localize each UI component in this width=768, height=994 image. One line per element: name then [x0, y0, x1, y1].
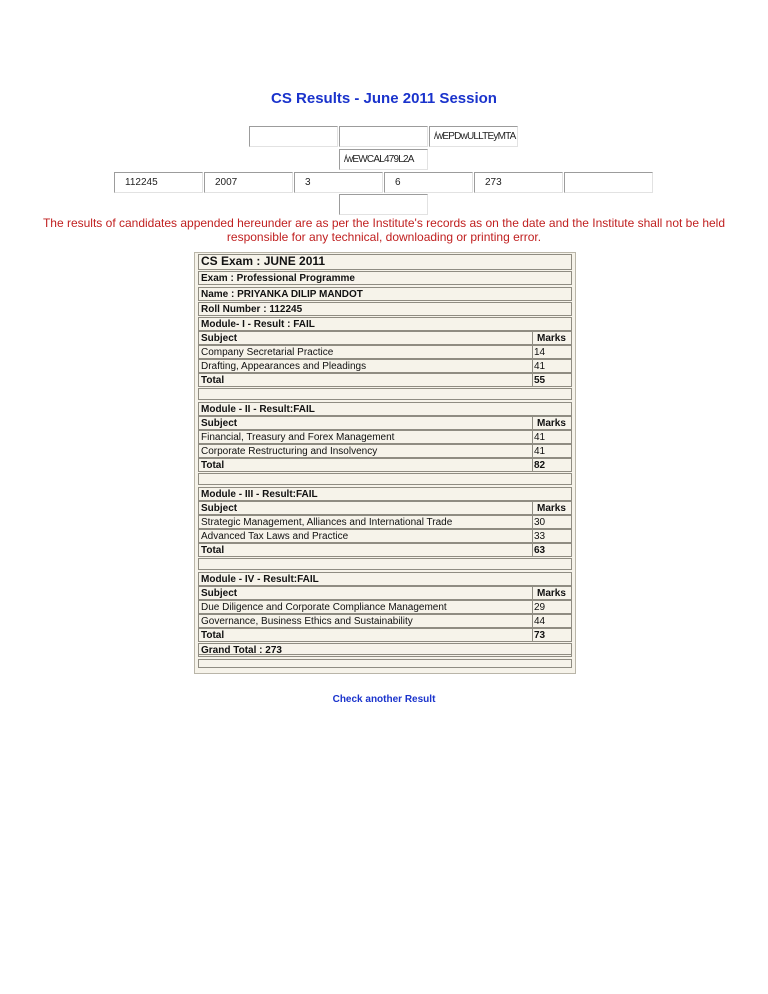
result-panel — [194, 252, 576, 674]
module-heading: Module- I - Result : FAIL — [201, 319, 315, 330]
exam-header-row — [198, 254, 572, 270]
subject-marks: 41 — [534, 361, 546, 372]
module-spacer-row — [198, 473, 572, 485]
subject-marks: 33 — [534, 531, 546, 542]
marks-divider — [532, 373, 533, 387]
subject-row — [198, 529, 572, 543]
module-heading: Module - III - Result:FAIL — [201, 489, 318, 500]
footer-spacer-row — [198, 659, 572, 668]
hidden-field-2[interactable] — [339, 126, 428, 147]
check-another-result-link[interactable]: Check another Result — [332, 694, 436, 705]
grand-total: Grand Total : 273 — [201, 645, 282, 656]
module-heading-row — [198, 402, 572, 416]
page-title: CS Results - June 2011 Session — [271, 90, 497, 107]
marks-divider — [532, 501, 533, 515]
subject-name: Corporate Restructuring and Insolvency — [201, 446, 378, 457]
module-heading-row — [198, 572, 572, 586]
total-row — [198, 628, 572, 642]
subject-header: Subject — [201, 503, 238, 514]
marks-divider — [532, 600, 533, 614]
subject-row — [198, 444, 572, 458]
module-spacer-row — [198, 558, 572, 570]
subject-marks: 41 — [534, 446, 546, 457]
total-label: Total — [201, 630, 225, 641]
eventvalidation-field[interactable]: /wEWCAL479L2A — [339, 149, 428, 170]
subject-marks: 29 — [534, 602, 546, 613]
subject-header-row — [198, 501, 572, 515]
total-label: Total — [201, 460, 225, 471]
name-row — [198, 287, 572, 301]
subject-name: Advanced Tax Laws and Practice — [201, 531, 349, 542]
roll-row — [198, 302, 572, 316]
marks-divider — [532, 444, 533, 458]
subject-marks: 44 — [534, 616, 546, 627]
roll-number: Roll Number : 112245 — [201, 304, 303, 315]
marks-header: Marks — [537, 418, 566, 429]
subject-header: Subject — [201, 333, 238, 344]
total-row — [198, 373, 572, 387]
summary-roll[interactable]: 112245 — [114, 172, 203, 193]
subject-marks: 30 — [534, 517, 546, 528]
marks-divider — [532, 430, 533, 444]
module-heading-row — [198, 487, 572, 501]
marks-divider — [532, 359, 533, 373]
subject-name: Drafting, Appearances and Pleadings — [201, 361, 367, 372]
module-total: 82 — [534, 460, 546, 471]
viewstate-field[interactable]: /wEPDwULLTEyMTA — [429, 126, 518, 147]
marks-divider — [532, 586, 533, 600]
hidden-field-1[interactable] — [249, 126, 338, 147]
marks-header: Marks — [537, 503, 566, 514]
subject-row — [198, 614, 572, 628]
subject-header-row — [198, 331, 572, 345]
module-heading: Module - II - Result:FAIL — [201, 404, 315, 415]
subject-row — [198, 345, 572, 359]
hidden-field-5[interactable] — [339, 194, 428, 215]
subject-name: Due Diligence and Corporate Compliance Management — [201, 602, 447, 613]
marks-divider — [532, 331, 533, 345]
module-heading: Module - IV - Result:FAIL — [201, 574, 319, 585]
marks-divider — [532, 543, 533, 557]
subject-marks: 14 — [534, 347, 546, 358]
module-spacer-row — [198, 388, 572, 400]
subject-header-row — [198, 416, 572, 430]
subject-row — [198, 359, 572, 373]
candidate-name: Name : PRIYANKA DILIP MANDOT — [201, 289, 363, 300]
summary-field-4[interactable]: 6 — [384, 172, 473, 193]
subject-row — [198, 515, 572, 529]
subject-row — [198, 430, 572, 444]
marks-divider — [532, 529, 533, 543]
disclaimer-notice: The results of candidates appended hereunder are as per the Institute's records as on the date and the Institute shall not be held responsible for any technical, downloading or printing error. — [42, 216, 726, 244]
marks-divider — [532, 515, 533, 529]
summary-field-3[interactable]: 3 — [294, 172, 383, 193]
module-heading-row — [198, 317, 572, 331]
subject-name: Governance, Business Ethics and Sustainability — [201, 616, 413, 627]
subject-name: Strategic Management, Alliances and International Trade — [201, 517, 453, 528]
summary-field-6[interactable] — [564, 172, 653, 193]
total-row — [198, 458, 572, 472]
grand-total-row — [198, 643, 572, 657]
subject-header-row — [198, 586, 572, 600]
subject-name: Financial, Treasury and Forex Management — [201, 432, 395, 443]
summary-grand-total[interactable]: 273 — [474, 172, 563, 193]
marks-divider — [532, 458, 533, 472]
marks-divider — [532, 614, 533, 628]
summary-year[interactable]: 2007 — [204, 172, 293, 193]
subject-marks: 41 — [534, 432, 546, 443]
total-label: Total — [201, 375, 225, 386]
marks-header: Marks — [537, 333, 566, 344]
total-row — [198, 543, 572, 557]
subject-header: Subject — [201, 418, 238, 429]
module-total: 73 — [534, 630, 546, 641]
subject-header: Subject — [201, 588, 238, 599]
subject-row — [198, 600, 572, 614]
programme-label: Exam : Professional Programme — [201, 273, 355, 284]
marks-divider — [532, 628, 533, 642]
module-total: 55 — [534, 375, 546, 386]
marks-divider — [532, 345, 533, 359]
programme-row — [198, 271, 572, 285]
marks-divider — [532, 416, 533, 430]
marks-header: Marks — [537, 588, 566, 599]
exam-title: CS Exam : JUNE 2011 — [201, 254, 326, 268]
subject-name: Company Secretarial Practice — [201, 347, 334, 358]
total-label: Total — [201, 545, 225, 556]
module-total: 63 — [534, 545, 546, 556]
